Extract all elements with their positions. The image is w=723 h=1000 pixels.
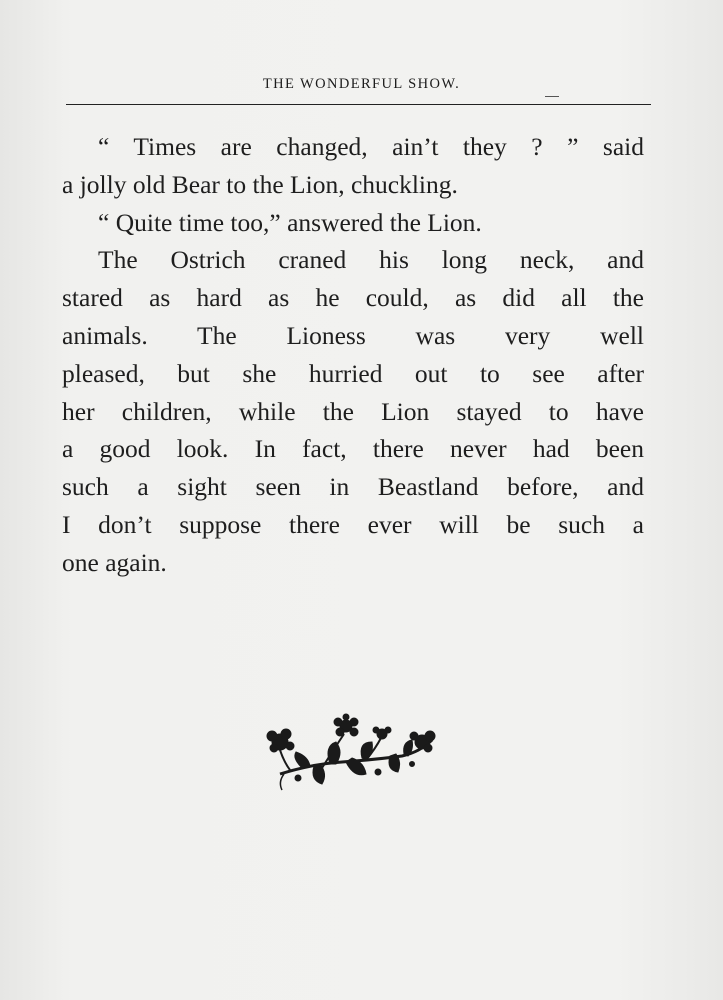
text-line: animals. The Lioness was very well: [62, 320, 644, 350]
running-header: THE WONDERFUL SHOW.: [262, 76, 461, 92]
text-line: one again.: [62, 547, 167, 577]
text-line: “ Quite time too,” answered the Lion.: [98, 207, 482, 237]
body-text: [62, 128, 644, 582]
header-rule: [66, 104, 651, 105]
floral-vignette-icon: [262, 712, 442, 796]
text-line: The Ostrich craned his long neck, and: [98, 245, 644, 275]
text-line: such a sight seen in Beastland before, and: [62, 472, 644, 502]
text-line: I don’t suppose there ever will be such a: [62, 509, 644, 539]
text-line: a jolly old Bear to the Lion, chuckling.: [62, 169, 458, 199]
text-line: stared as hard as he could, as did all the: [62, 283, 644, 313]
text-line: a good look. In fact, there never had been: [62, 434, 644, 464]
text-line: pleased, but she hurried out to see after: [62, 358, 644, 388]
text-line: “ Times are changed, ain’t they ? ” said: [98, 132, 644, 161]
text-line: her children, while the Lion stayed to have: [62, 396, 644, 426]
header-rule-mark: [545, 96, 559, 97]
